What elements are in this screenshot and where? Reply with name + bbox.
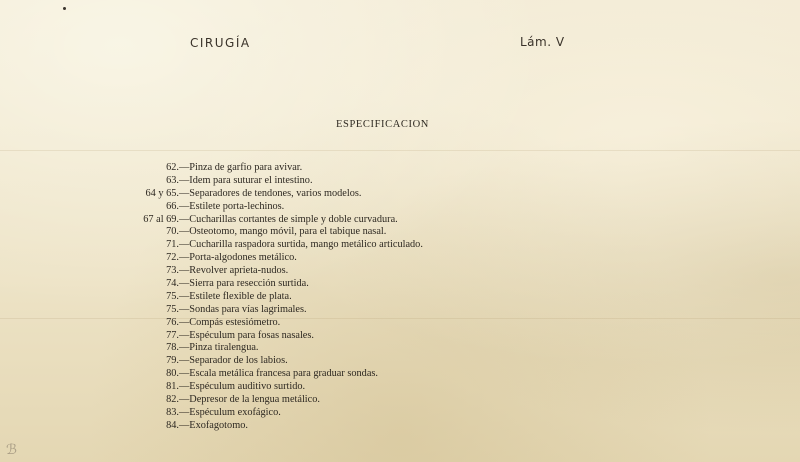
item-number: 83.: [166, 406, 179, 418]
item-number: 75.: [166, 290, 179, 302]
item-description: —Separadores de tendones, varios modelos.: [179, 187, 362, 199]
section-header: CIRUGÍA: [190, 36, 251, 50]
item-description: —Estilete porta-lechinos.: [179, 200, 285, 212]
item-number: 67 al 69.: [143, 213, 179, 225]
page-title: ESPECIFICACION: [336, 119, 429, 130]
item-description: —Estilete flexible de plata.: [179, 290, 292, 302]
item-description: —Espéculum auditivo surtido.: [179, 381, 306, 393]
item-number: 84.: [166, 419, 179, 431]
item-description: —Cucharilla raspadora surtida, mango metálico articulado.: [179, 239, 423, 251]
item-number: 77.: [166, 329, 179, 341]
item-number: 63.: [166, 174, 179, 186]
item-number: 79.: [166, 355, 179, 367]
item-description: —Cucharillas cortantes de simple y doble curvadura.: [179, 213, 398, 225]
item-number: 72.: [166, 252, 179, 264]
item-description: —Pinza de garfio para avivar.: [179, 162, 303, 173]
item-number: 70.: [166, 226, 179, 238]
ink-speck: [63, 7, 66, 10]
item-number: 75.: [166, 303, 179, 315]
item-number: 82.: [166, 394, 179, 406]
item-description: —Separador de los labios.: [179, 355, 288, 367]
item-number: 66.: [166, 200, 179, 212]
paper-fold-line: [0, 150, 800, 151]
item-description: —Escala metálica francesa para graduar sondas.: [179, 368, 378, 380]
item-number: 71.: [166, 239, 179, 251]
item-description: —Pinza tiralengua.: [179, 342, 259, 354]
item-number: 80.: [166, 368, 179, 380]
item-description: —Porta-algodones metálico.: [179, 252, 297, 264]
item-description: —Revolver aprieta-nudos.: [179, 265, 289, 277]
item-description: —Osteotomo, mango móvil, para el tabique nasal.: [179, 226, 387, 238]
item-number: 64 y 65.: [145, 187, 179, 199]
item-number: 73.: [166, 265, 179, 277]
item-description: —Espéculum exofágico.: [179, 406, 281, 418]
paper-fold-line: [0, 318, 800, 319]
item-description: —Idem para suturar el intestino.: [179, 174, 313, 186]
plate-number: Lám. V: [520, 35, 565, 49]
item-number: 81.: [166, 381, 179, 393]
item-number: 76.: [166, 316, 179, 328]
item-number: 74.: [166, 278, 179, 290]
item-description: —Depresor de la lengua metálico.: [179, 394, 320, 406]
item-description: —Espéculum para fosas nasales.: [179, 329, 314, 341]
library-stamp-icon: ℬ: [6, 442, 18, 458]
item-number: 62.: [166, 162, 179, 173]
item-description: —Sondas para vías lagrimales.: [179, 303, 307, 315]
item-number: 78.: [166, 342, 179, 354]
item-description: —Compás estesiómetro.: [179, 316, 281, 328]
item-description: —Sierra para resección surtida.: [179, 278, 309, 290]
item-description: —Exofagotomo.: [179, 419, 248, 431]
